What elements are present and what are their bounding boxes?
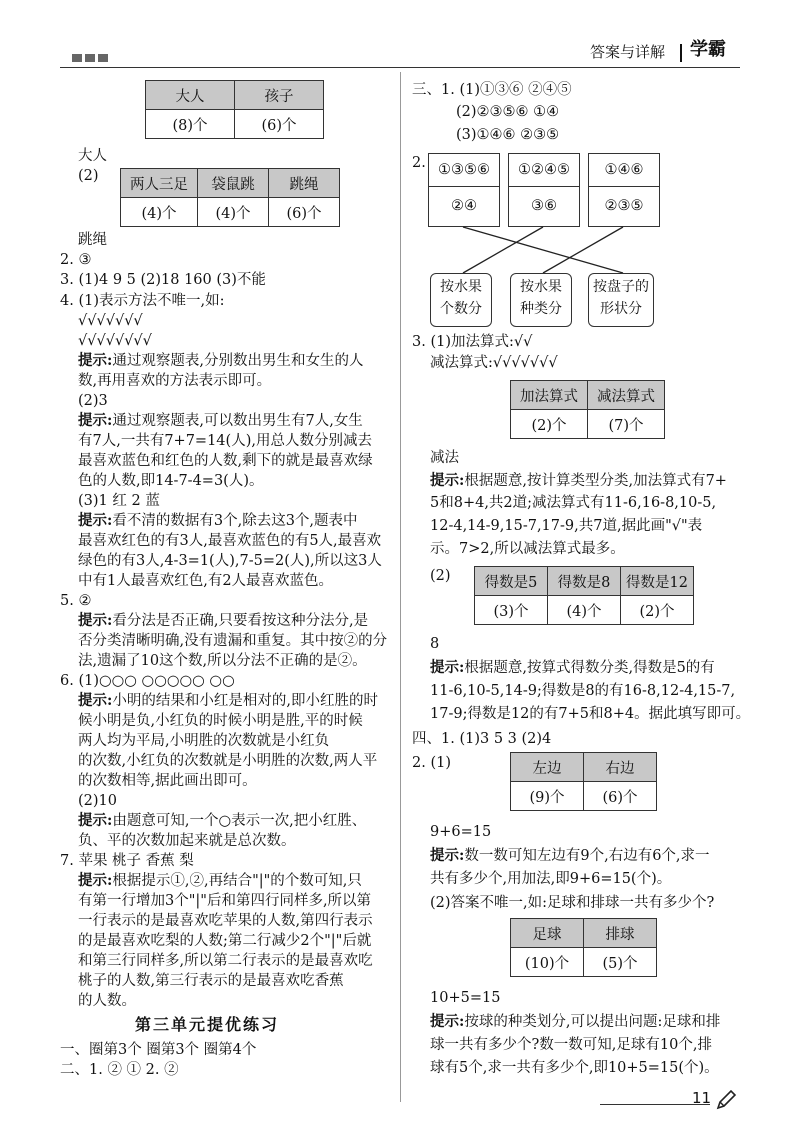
q5: 5. ②: [60, 593, 92, 609]
r4-eq-1: 9+6=15: [430, 824, 492, 840]
hint-line: 5和8+4,共2道;减法算式有11-6,16-8,10-5,: [430, 495, 717, 511]
category-box: 按盘子的 形状分: [588, 273, 654, 327]
hint-line: 一行表示的是最喜欢吃苹果的人数,第四行表示: [78, 913, 373, 929]
hint-line: 根据题意,按计算类型分类,加法算式有7+: [464, 473, 727, 489]
section-title: 第三单元提优练习: [135, 1015, 280, 1034]
q6-2: (2)10: [78, 793, 117, 809]
part-2-label: (2): [78, 168, 99, 184]
hint-line: 根据题意,按算式得数分类,得数是5的有: [464, 660, 715, 676]
header-rule: [60, 67, 740, 68]
header-square: [72, 54, 82, 62]
hint-line: 负、平的次数加起来就是总次数。: [78, 833, 296, 849]
hint-line: 否分类清晰明确,没有遗漏和重复。其中按②的分: [78, 633, 388, 649]
hint-label: 提示:: [78, 812, 113, 829]
hint-line: 共有多少个,用加法,即9+6=15(个)。: [430, 871, 672, 887]
check-row-1: √√√√√√√: [78, 313, 143, 329]
hint-label: 提示:: [78, 352, 113, 369]
brand-logo: 学霸: [690, 39, 726, 60]
q7: 7. 苹果 桃子 香蕉 梨: [60, 853, 194, 869]
header-title: 答案与详解: [590, 43, 666, 61]
header-square: [98, 54, 108, 62]
table-left-right: 左边 右边 (9)个 (6)个: [510, 752, 657, 811]
section-q1: 一、圈第3个 圈第3个 圈第4个: [60, 1042, 257, 1058]
table-result: 得数是5 得数是8 得数是12 (3)个 (4)个 (2)个: [474, 566, 694, 625]
header-divider: [680, 44, 682, 62]
hint-line: 两人均为平局,小明胜的次数就是小红负: [78, 733, 330, 749]
connector-lines: [400, 225, 700, 275]
q2: 2. ③: [60, 252, 92, 268]
hint-line: 球有5个,求一共有多少个,即10+5=15(个)。: [430, 1060, 719, 1076]
hint-label: 提示:: [78, 412, 113, 429]
table-balls: 足球 排球 (10)个 (5)个: [510, 918, 657, 977]
r4-part-2: (2)答案不唯一,如:足球和排球一共有多少个?: [430, 895, 715, 911]
check-row-2: √√√√√√√√: [78, 333, 152, 349]
hint-line: 12-4,14-9,15-7,17-9,共7道,据此画"√"表: [430, 518, 703, 534]
category-box: 按水果 种类分: [510, 273, 572, 327]
hint-label: 提示:: [430, 1013, 465, 1030]
hint-label: 提示:: [430, 847, 465, 864]
hint-label: 提示:: [78, 512, 113, 529]
hint-line: 看分法是否正确,只要看按这种分法分,是: [112, 613, 369, 629]
table-adult-child: 大人 孩子 (8)个 (6)个: [145, 80, 324, 139]
r4-line-1: 四、1. (1)3 5 3 (2)4: [412, 731, 552, 747]
r33-line-1: 3. (1)加法算式:√√: [412, 334, 533, 350]
r33-sub: 减法算式:√√√√√√√: [430, 355, 558, 371]
hint-line: 法,遗漏了10这个数,所以分法不正确的是②。: [78, 653, 367, 669]
category-box: 按水果 个数分: [430, 273, 492, 327]
hint-line: 数一数可知左边有9个,右边有6个,求一: [464, 848, 710, 864]
hint-line: 17-9;得数是12的有7+5和8+4。据此填写即可。: [430, 706, 751, 722]
hint-line: 最喜欢蓝色和红色的人数,剩下的就是最喜欢绿: [78, 453, 373, 469]
hint-line: 桃子的人数,第三行表示的是最喜欢吃香蕉: [78, 973, 344, 989]
r33-answer: 减法: [430, 450, 459, 466]
hint-line: 中有1人最喜欢红色,有2人最喜欢蓝色。: [78, 573, 334, 589]
hint-label: 提示:: [78, 692, 113, 709]
header-square: [85, 54, 95, 62]
hint-line: 11-6,10-5,14-9;得数是8的有16-8,12-4,15-7,: [430, 683, 736, 699]
hint-line: 球一共有多少个?数一数可知,足球有10个,排: [430, 1037, 712, 1053]
classification-box: ①②④⑤ ③⑥: [508, 153, 580, 227]
hint-line: 的是最喜欢吃梨的人数;第二行减少2个"|"后就: [78, 933, 372, 949]
table-calc-type: 加法算式 减法算式 (2)个 (7)个: [510, 380, 665, 439]
hint-line: 通过观察题表,可以数出男生有7人,女生: [112, 413, 363, 429]
r4-eq-2: 10+5=15: [430, 990, 501, 1006]
r3-line-1: 三、1. (1)①③⑥ ②④⑤: [412, 82, 572, 98]
q3: 3. (1)4 9 5 (2)18 160 (3)不能: [60, 272, 266, 288]
r2-label: 2.: [412, 155, 426, 171]
hint-label: 提示:: [78, 872, 113, 889]
r33-part-2: (2): [430, 568, 451, 584]
classification-box: ①④⑥ ②③⑤: [588, 153, 660, 227]
hint-line: 按球的种类划分,可以提出问题:足球和排: [464, 1014, 721, 1030]
q4-3: (3)1 红 2 蓝: [78, 493, 160, 509]
footer-rule: [600, 1104, 710, 1105]
hint-line: 小明的结果和小红是相对的,即小红胜的时: [112, 693, 378, 709]
r33-answer-2: 8: [430, 636, 440, 652]
hint-line: 有第一行增加3个"|"后和第四行同样多,所以第: [78, 893, 372, 909]
hint-line: 的次数相等,据此画出即可。: [78, 773, 257, 789]
hint-label: 提示:: [78, 612, 113, 629]
answer-2: 跳绳: [78, 232, 107, 248]
hint-line: 数,再用喜欢的方法表示即可。: [78, 373, 272, 389]
page-number: 11: [692, 1089, 712, 1107]
hint-label: 提示:: [430, 472, 465, 489]
r3-line-3: (3)①④⑥ ②③⑤: [456, 127, 560, 143]
answer-1: 大人: [78, 148, 107, 164]
hint-line: 绿色的有3人,4-3=1(人),7-5=2(人),所以这3人: [78, 553, 382, 569]
hint-line: 根据提示①,②,再结合"|"的个数可知,只: [112, 873, 362, 889]
q4-1: 4. (1)表示方法不唯一,如:: [60, 293, 225, 309]
hint-line: 最喜欢红色的有3人,最喜欢蓝色的有5人,最喜欢: [78, 533, 382, 549]
hint-line: 的次数,小红负的次数就是小明胜的次数,两人平: [78, 753, 378, 769]
hint-line: 由题意可知,一个○表示一次,把小红胜、: [112, 813, 367, 829]
hint-line: 示。7>2,所以减法算式最多。: [430, 541, 625, 557]
q4-2: (2)3: [78, 393, 108, 409]
hint-line: 的人数。: [78, 993, 136, 1009]
pencil-icon: [714, 1088, 738, 1112]
q6: 6. (1)○○○ ○○○○○ ○○: [60, 673, 235, 689]
hint-line: 看不清的数据有3个,除去这3个,题表中: [112, 513, 358, 529]
hint-line: 有7人,一共有7+7=14(人),用总人数分别减去: [78, 433, 372, 449]
r3-line-2: (2)②③⑤⑥ ①④: [456, 104, 560, 120]
hint-line: 和第三行同样多,所以第二行表示的是最喜欢吃: [78, 953, 373, 969]
hint-line: 通过观察题表,分别数出男生和女生的人: [112, 353, 364, 369]
hint-line: 色的人数,即14-7-4=3(人)。: [78, 473, 264, 489]
table-games: 两人三足 袋鼠跳 跳绳 (4)个 (4)个 (6)个: [120, 168, 340, 227]
section-q2: 二、1. ② ① 2. ②: [60, 1062, 179, 1078]
classification-box: ①③⑤⑥ ②④: [428, 153, 500, 227]
r4-line-2: 2. (1): [412, 755, 451, 771]
hint-line: 候小明是负,小红负的时候小明是胜,平的时候: [78, 713, 363, 729]
hint-label: 提示:: [430, 659, 465, 676]
